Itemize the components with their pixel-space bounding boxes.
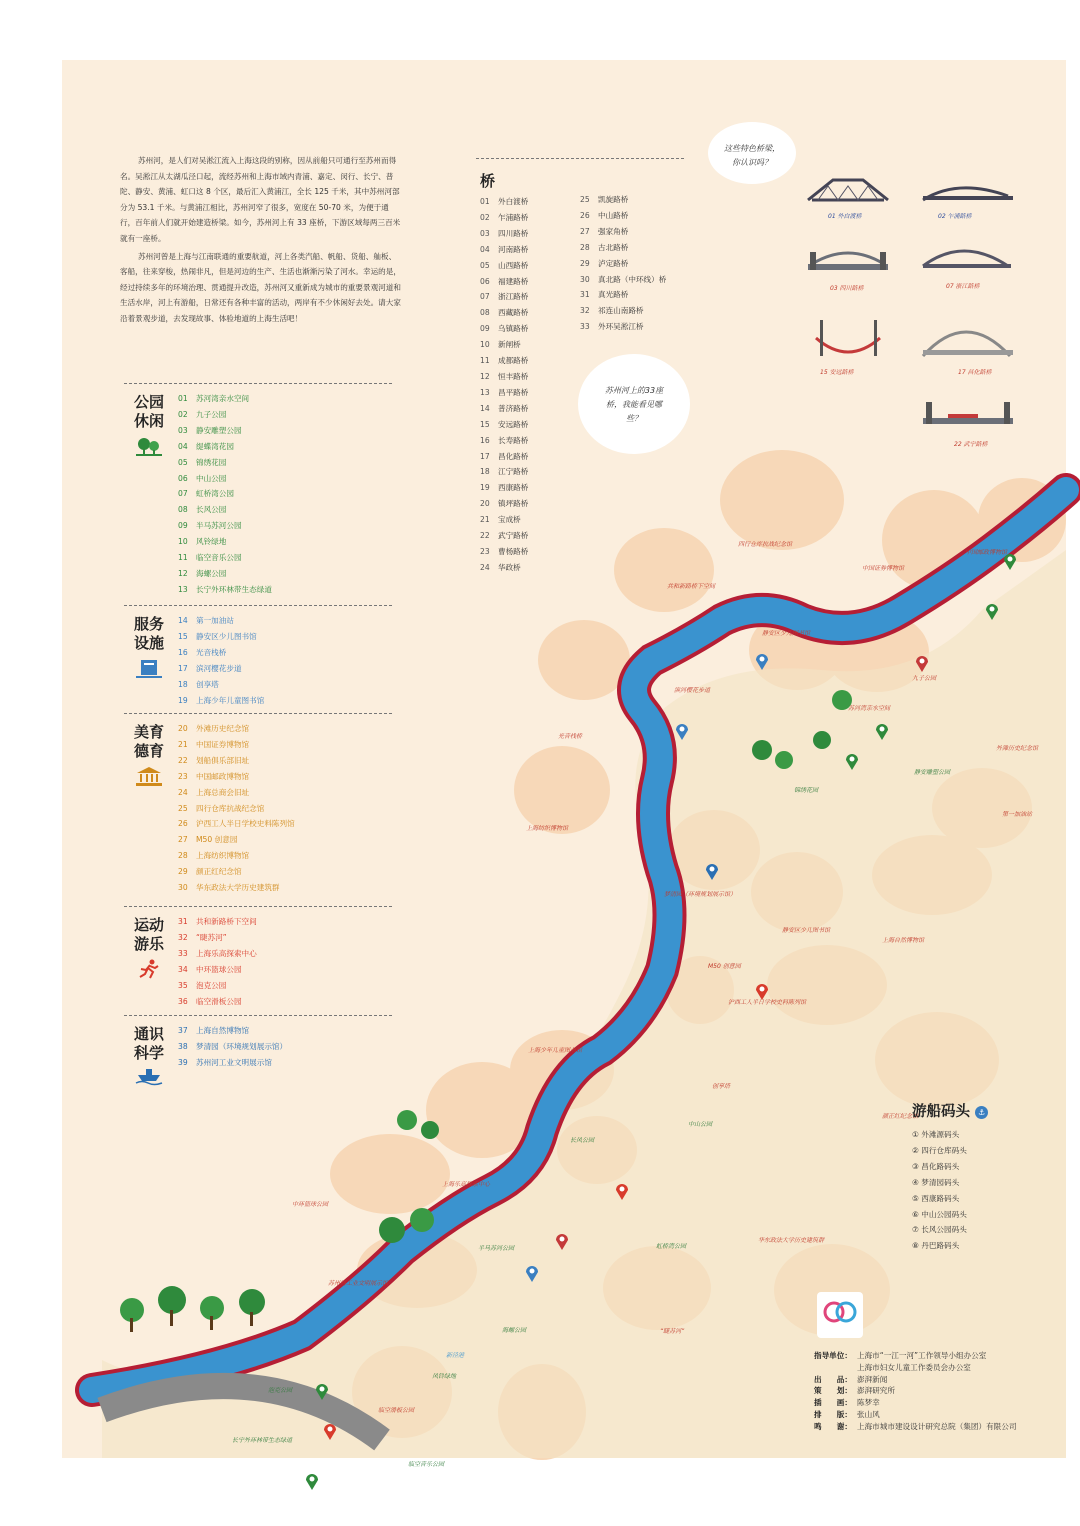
credit-row: [814, 1385, 1054, 1397]
pier-item: ② 四行仓库码头: [912, 1145, 967, 1155]
bridge-list-item: [480, 210, 528, 226]
label-linkong-skate: 临空滑板公园: [378, 1407, 415, 1414]
poi-name: 中环篮球公园: [196, 964, 242, 974]
poi-number: 05: [178, 457, 188, 467]
bridge-list-item: [480, 321, 528, 337]
poi-name: 长宁外环林带生态绿道: [196, 584, 272, 594]
poi-name: 上海总商会旧址: [196, 787, 250, 797]
bridge-name: 昌化路桥: [498, 451, 529, 461]
poi-number: 28: [178, 851, 188, 861]
bridge-number: 28: [580, 242, 590, 252]
category-title: 公园 休闲: [133, 393, 164, 430]
poi-number: 30: [178, 883, 188, 893]
label-hailuo: 海螺公园: [502, 1327, 527, 1334]
poi-number: 29: [178, 867, 188, 877]
pier-item: ⑤ 西康路码头: [912, 1193, 960, 1203]
poi-name: 泡克公园: [196, 980, 227, 990]
bridge-number: 22: [480, 531, 490, 541]
credit-key: 排 版：: [814, 1409, 852, 1419]
credit-row: [814, 1421, 1054, 1433]
poi-name: 沪西工人半日学校史料陈列馆: [196, 819, 295, 829]
cruise-piers: [912, 1100, 1042, 1254]
bridge-number: 29: [580, 258, 590, 268]
label-sihang: 四行仓库抗战纪念馆: [738, 541, 793, 548]
poi-name: 静安雕塑公园: [196, 425, 242, 435]
bridge-name: 成都路桥: [498, 356, 529, 366]
poi-number: 11: [178, 553, 188, 563]
label-sakura: 滨河樱花步道: [674, 687, 711, 694]
piers-title: 游船码头 ⚓: [912, 1100, 1042, 1121]
bridge-name: 真北路（中环线）桥: [598, 274, 667, 284]
bridge-drawing-03: [808, 252, 888, 292]
bridge-number: 19: [480, 483, 490, 493]
credit-key: 策 划：: [814, 1386, 852, 1396]
credits: [814, 1350, 1054, 1433]
svg-text:07 浙江路桥: 07 浙江路桥: [946, 283, 980, 290]
bridge-name: 镇坪路桥: [498, 499, 529, 509]
pier-item: ⑦ 长风公园码头: [912, 1225, 967, 1235]
bridge-list-item: [480, 337, 528, 353]
bridge-name: 凯旋路桥: [598, 195, 629, 204]
bridge-list-item: [580, 303, 666, 319]
credit-value: 上海市“一江一河”工作领导小组办公室: [857, 1351, 987, 1360]
credit-value: 澎湃研究所: [857, 1386, 895, 1396]
credit-value: 澎湃新闻: [857, 1374, 888, 1384]
speech-bubble-33-bridges: 苏州河上的33座桥，我能看见哪些？: [578, 354, 690, 454]
poi-name: 上海自然博物馆: [196, 1026, 250, 1035]
label-suhewan: 苏河湾亲水空间: [848, 705, 891, 712]
poi-number: 24: [178, 787, 188, 797]
poi-number: 18: [178, 679, 188, 689]
poi-name: 苏州河工业文明展示馆: [196, 1057, 272, 1067]
bridge-list-item: [480, 305, 528, 321]
poster: [62, 60, 1066, 1468]
poi-name: 苏河湾亲水空间: [196, 394, 250, 403]
credit-key: 鸣 谢：: [814, 1421, 852, 1431]
label-youth-lib: 上海少年儿童图书馆: [528, 1047, 583, 1054]
label-lego: 上海乐高探索中心: [442, 1181, 491, 1188]
bridge-number: 24: [480, 562, 490, 572]
speech-bubble-bridges: 这些特色桥梁，你认识吗？: [708, 122, 796, 184]
bridge-name: 西康路桥: [498, 483, 529, 493]
bridge-number: 17: [480, 451, 490, 461]
poi-number: 21: [178, 739, 188, 749]
bridge-name: 山西路桥: [498, 260, 529, 270]
poi-name: 上海乐高探索中心: [196, 948, 257, 958]
label-linkong-music: 临空音乐公园: [408, 1461, 445, 1468]
label-gonghe: 共和新路桥下空间: [667, 583, 716, 590]
bridge-name: 古北路桥: [598, 242, 629, 252]
label-jiuzi: 九子公园: [912, 675, 937, 682]
bridge-drawing-07: [923, 251, 1011, 290]
poi-number: 13: [178, 584, 188, 594]
bridge-name: 乍浦路桥: [498, 212, 529, 222]
label-first-gas: 第一加油站: [1002, 811, 1033, 818]
poi-name: 共和新路桥下空间: [196, 917, 257, 926]
poi-name: 华东政法大学历史建筑群: [196, 883, 280, 893]
bridge-list-item: [480, 242, 528, 258]
bridge-number: 21: [480, 515, 490, 525]
poi-number: 10: [178, 537, 188, 547]
bridge-drawing-15: [816, 320, 880, 376]
poi-name: 创享塔: [196, 679, 219, 689]
bridge-number: 08: [480, 308, 490, 318]
svg-text:01 外白渡桥: 01 外白渡桥: [828, 213, 862, 220]
label-jiesuhe: “睫苏河”: [660, 1328, 685, 1335]
bridge-list-item: [480, 274, 528, 290]
bridge-name: 西藏路桥: [498, 308, 529, 318]
poi-name: 梦清园（环境规划展示馆）: [196, 1041, 288, 1051]
piers-list: [912, 1127, 1042, 1254]
label-hongqiao: 虹桥湾公园: [656, 1243, 687, 1250]
bridge-list-item: [480, 226, 528, 242]
poi-name: 滨河樱花步道: [196, 663, 242, 673]
credit-key: 出 品：: [814, 1374, 852, 1384]
category-sports: 运动 游乐 31 共和新路桥下空间 32 “睫苏河” 33 上海乐高探索中心 34 中环篮球公园 35 泡克公园 36 临空滑板公园: [124, 906, 394, 1016]
bridge-number: 33: [580, 322, 590, 332]
bridge-number: 26: [580, 210, 590, 220]
bridge-name: 华政桥: [498, 562, 521, 572]
poi-number: 17: [178, 663, 188, 673]
bridge-number: 27: [580, 226, 590, 236]
label-natural: 上海自然博物馆: [882, 937, 925, 944]
credit-row: [814, 1350, 1054, 1362]
poi-number: 35: [178, 980, 188, 990]
intro-paragraph-2: 苏州河曾是上海与江南联通的重要航道，河上各类汽船、帆船、货船、舢板、客船，往来穿梭，热闹非凡，但是河边的生产、生活也渐渐污染了河水。幸运的是，经过持续多年的环境治理、贯通提升改造，苏州河又重新成为城市的重要景观河道和生活水岸，河上有游船，日常还有各种丰富的活动，两岸有不少休闲好去处。请大家沿着景观步道，去发现故事、体验地道的上海生活吧！: [120, 251, 401, 323]
bridge-list-item: [580, 319, 666, 335]
label-sculpture: 静安雕塑公园: [914, 769, 951, 776]
poi-number: 02: [178, 409, 188, 419]
bridge-list-item: [480, 289, 528, 305]
poi-name: 半马苏河公园: [196, 521, 242, 531]
pier-item: ⑧ 丹巴路码头: [912, 1241, 960, 1251]
poi-name: 上海纺织博物馆: [196, 851, 250, 861]
poi-name: 划船俱乐部旧址: [196, 755, 250, 765]
label-waitan: 外滩历史纪念馆: [996, 745, 1039, 752]
bridge-name: 新闸桥: [498, 340, 521, 350]
credit-row: [814, 1374, 1054, 1386]
credit-value: 张山风: [857, 1409, 880, 1419]
credit-row: [814, 1397, 1054, 1409]
poi-number: 27: [178, 835, 188, 845]
bridge-number: 02: [480, 212, 490, 222]
poi-name: 上海少年儿童图书馆: [196, 695, 265, 705]
sponsor-logo: [817, 1292, 863, 1338]
poi-number: 09: [178, 521, 188, 531]
bridge-list-item: [580, 256, 666, 272]
bridge-list-item: [480, 369, 528, 385]
poi-name: 静安区少儿图书馆: [196, 631, 257, 641]
bridge-number: 10: [480, 340, 490, 350]
bridge-name: 四川路桥: [498, 228, 529, 238]
label-gongyin: 光音栈桥: [558, 733, 583, 740]
poi-name: 中国邮政博物馆: [196, 771, 250, 781]
bridge-name: 恒丰路桥: [498, 371, 529, 381]
poi-number: 37: [178, 1026, 188, 1035]
bridge-list-item: [480, 401, 528, 417]
pier-item: ① 外滩源码头: [912, 1130, 960, 1139]
poi-name: 中国证券博物馆: [196, 739, 250, 749]
poi-number: 22: [178, 755, 188, 765]
bridge-name: 浙江路桥: [498, 292, 529, 302]
poi-name: M50 创意园: [196, 835, 238, 845]
pier-item: ⑥ 中山公园码头: [912, 1209, 967, 1219]
poi-name: 缇蝶湾花园: [196, 441, 234, 451]
map-pin-icon: [1004, 554, 1016, 570]
credit-row: [814, 1409, 1054, 1421]
poi-name: 颜正红纪念馆: [196, 867, 242, 877]
poi-name: 第一加油站: [196, 616, 234, 625]
poi-name: 中山公园: [196, 473, 227, 483]
bridge-list-item: [580, 240, 666, 256]
bridge-name: 中山路桥: [598, 210, 629, 220]
poi-number: 01: [178, 394, 188, 403]
svg-text:17 昌化路桥: 17 昌化路桥: [958, 369, 992, 376]
bridge-name: 昌平路桥: [498, 387, 529, 397]
bridge-name: 泸定路桥: [598, 258, 629, 268]
poi-number: 39: [178, 1057, 188, 1067]
credit-value: 陈梦幸: [857, 1398, 880, 1408]
bridge-list-item: [480, 194, 528, 210]
svg-text:02 乍浦路桥: 02 乍浦路桥: [938, 213, 972, 220]
label-zhongshan: 中山公园: [688, 1121, 713, 1128]
label-jingan-sculpture: 静安区少儿图书馆: [782, 927, 831, 934]
bridge-name: 福建路桥: [498, 276, 529, 286]
poi-name: 锦绣花园: [196, 457, 227, 467]
pier-item: ④ 梦清园码头: [912, 1177, 960, 1187]
credit-value: 上海市城市建设设计研究总院（集团）有限公司: [857, 1421, 1017, 1431]
pier-item: ③ 昌化路码头: [912, 1161, 960, 1171]
poi-name: 临空音乐公园: [196, 553, 242, 563]
bridge-number: 18: [480, 467, 490, 477]
poi-number: 14: [178, 616, 188, 625]
label-paoke: 泡克公园: [268, 1387, 293, 1394]
map-pin-icon: [306, 1474, 318, 1490]
bridge-list-item: [580, 192, 666, 208]
poi-number: 38: [178, 1041, 188, 1051]
bridges-list-col2: [580, 192, 666, 335]
bridge-number: 13: [480, 387, 490, 397]
poi-number: 23: [178, 771, 188, 781]
intro-paragraph-1: 苏州河，是人们对吴淞江流入上海这段的别称，因从前船只可通行至苏州而得名。吴淞江从太湖瓜泾口起，流经苏州和上海市域内青浦、嘉定、闵行、长宁、普陀、静安、黄浦、虹口这 8 个区，最后汇入黄浦江，全长 125 千米，其中苏州河部分为 53.1 千米。与黄浦江相比，苏州河窄了很多，宽度在 50-70 米，为便于通行，百年前人们就开始建造桥梁。如今，苏州河上有 33 座桥，下游区域每两三百米就有一座桥。: [120, 156, 401, 243]
label-yan: 颜正红纪念馆: [882, 1113, 919, 1120]
bridge-name: 武宁路桥: [498, 531, 529, 541]
bridge-name: 曹杨路桥: [498, 546, 529, 556]
label-kids-lib: 静安区少儿图书馆: [762, 630, 811, 637]
bridge-number: 23: [480, 546, 490, 556]
bridge-number: 20: [480, 499, 490, 509]
bridge-list-item: [480, 385, 528, 401]
bridge-number: 16: [480, 435, 490, 445]
bridge-name: 普济路桥: [498, 403, 529, 413]
label-zhonghuan: 中环篮球公园: [292, 1201, 329, 1208]
bridge-number: 15: [480, 419, 490, 429]
bridges-title: 桥: [480, 172, 496, 190]
credit-key: 插 画：: [814, 1398, 852, 1408]
suzhou-creek-map: [62, 430, 1066, 1468]
label-post: 中国邮政博物馆: [965, 549, 1008, 556]
bridge-name: 强家角桥: [598, 226, 629, 236]
label-textile: 上海纺织博物馆: [526, 825, 569, 832]
poi-number: 06: [178, 473, 188, 483]
bridge-number: 32: [580, 306, 590, 316]
category-education: 美育 德育 20 外滩历史纪念馆 21 中国证券博物馆 22 划船俱乐部旧址 23 中国邮政博物馆 24 上海总商会旧址 25 四行仓库抗战纪念馆 26 沪西工人半日学校史料陈列馆 27 M50 创意园 28 上海纺织博物馆 29 颜正红纪念馆 30 华东政法大学历史建筑群: [124, 713, 394, 908]
bridge-number: 31: [580, 290, 590, 300]
label-mengqing: 梦清园（环境规划展示馆）: [664, 891, 737, 898]
bridge-number: 05: [480, 260, 490, 270]
bridge-drawing-17: [923, 332, 1013, 376]
bridge-number: 01: [480, 197, 490, 206]
category-services: 服务 设施 14 第一加油站 15 静安区少儿图书馆 16 光音栈桥 17 滨河樱花步道 18 创享塔 19 上海少年儿童图书馆: [124, 605, 394, 715]
poi-number: 16: [178, 647, 188, 657]
poi-number: 20: [178, 724, 188, 733]
bridge-number: 30: [580, 274, 590, 284]
category-science: 通识 科学 37 上海自然博物馆 38 梦清园（环境规划展示馆） 39 苏州河工业文明展示馆: [124, 1015, 394, 1085]
bridge-list-item: [580, 208, 666, 224]
credit-value: 上海市妇女儿童工作委员会办公室: [857, 1362, 971, 1372]
poi-number: 03: [178, 425, 188, 435]
poi-number: 19: [178, 695, 188, 705]
poi-name: 虹桥湾公园: [196, 489, 234, 499]
label-huadong: 华东政法大学历史建筑群: [758, 1237, 825, 1244]
poi-number: 34: [178, 964, 188, 974]
poi-number: 32: [178, 932, 188, 942]
poi-name: 长风公园: [196, 505, 227, 515]
poi-name: 四行仓库抗战纪念馆: [196, 803, 265, 813]
bridge-name: 河南路桥: [498, 244, 529, 254]
poi-number: 04: [178, 441, 188, 451]
poi-number: 08: [178, 505, 188, 515]
bridge-name: 安远路桥: [498, 419, 529, 429]
svg-text:22 武宁路桥: 22 武宁路桥: [954, 441, 988, 448]
bridge-number: 11: [480, 356, 490, 366]
poi-name: 外滩历史纪念馆: [196, 724, 250, 733]
poi-number: 07: [178, 489, 188, 499]
label-m50: M50 创意园: [708, 963, 741, 970]
bridge-list-item: [580, 272, 666, 288]
bridge-number: 03: [480, 228, 490, 238]
bridge-number: 12: [480, 371, 490, 381]
label-jinxiu: 锦绣花园: [794, 787, 819, 794]
poi-number: 12: [178, 568, 188, 578]
poi-name: 光音栈桥: [196, 647, 227, 657]
credit-key: 指导单位：: [814, 1351, 852, 1360]
intro-text: [120, 153, 402, 329]
anchor-icon: ⚓: [975, 1106, 988, 1119]
poi-list-item: [178, 407, 272, 423]
poi-name: “睫苏河”: [196, 932, 227, 942]
label-industrial: 苏州河工业文明展示馆: [328, 1280, 389, 1287]
svg-text:15 安远路桥: 15 安远路桥: [820, 369, 854, 376]
bridge-number: 07: [480, 292, 490, 302]
label-xinjing: 新泾港: [446, 1352, 465, 1359]
bridge-number: 25: [580, 195, 590, 204]
bridge-illustrations: [798, 170, 1038, 460]
bridge-list-item: [580, 287, 666, 303]
poi-list-item: [178, 391, 272, 407]
bridge-name: 祁连山南路桥: [598, 306, 644, 316]
bridge-name: 江宁路桥: [498, 467, 529, 477]
bridge-number: 14: [480, 403, 490, 413]
credit-row: [814, 1362, 1054, 1374]
bridge-name: 真光路桥: [598, 290, 629, 300]
poi-name: 临空滑板公园: [196, 996, 242, 1006]
poi-name: 风铃绿地: [196, 537, 227, 547]
label-banma: 半马苏河公园: [478, 1245, 515, 1252]
poi-number: 36: [178, 996, 188, 1006]
label-changfeng: 长风公园: [570, 1137, 595, 1144]
bridge-drawing-01: [808, 180, 888, 220]
label-greenway: 长宁外环林带生态绿道: [232, 1437, 293, 1444]
poi-name: 九子公园: [196, 409, 227, 419]
bridge-list-item: [480, 353, 528, 369]
bridge-name: 外环吴淞江桥: [598, 322, 644, 332]
poi-number: 25: [178, 803, 188, 813]
bridge-name: 宝成桥: [498, 515, 521, 525]
poi-number: 31: [178, 917, 188, 926]
credit-key: [814, 1362, 857, 1374]
poi-name: 海螺公园: [196, 568, 227, 578]
bridge-name: 外白渡桥: [498, 197, 529, 206]
label-fengling: 风铃绿地: [432, 1373, 457, 1380]
label-stock: 中国证券博物馆: [862, 565, 905, 572]
bridge-number: 06: [480, 276, 490, 286]
bridge-name: 长寿路桥: [498, 435, 529, 445]
bridge-drawing-02: [923, 188, 1013, 220]
bridge-name: 乌镇路桥: [498, 324, 529, 334]
bridge-number: 04: [480, 244, 490, 254]
label-chuangxiang: 创享塔: [712, 1083, 731, 1090]
poi-number: 26: [178, 819, 188, 829]
poi-number: 15: [178, 631, 188, 641]
bridge-list-item: [580, 224, 666, 240]
bridge-list-item: [480, 258, 528, 274]
svg-text:03 四川路桥: 03 四川路桥: [830, 285, 864, 292]
label-huxi: 沪西工人半日学校史料陈列馆: [728, 999, 807, 1006]
poi-number: 33: [178, 948, 188, 958]
bridge-number: 09: [480, 324, 490, 334]
